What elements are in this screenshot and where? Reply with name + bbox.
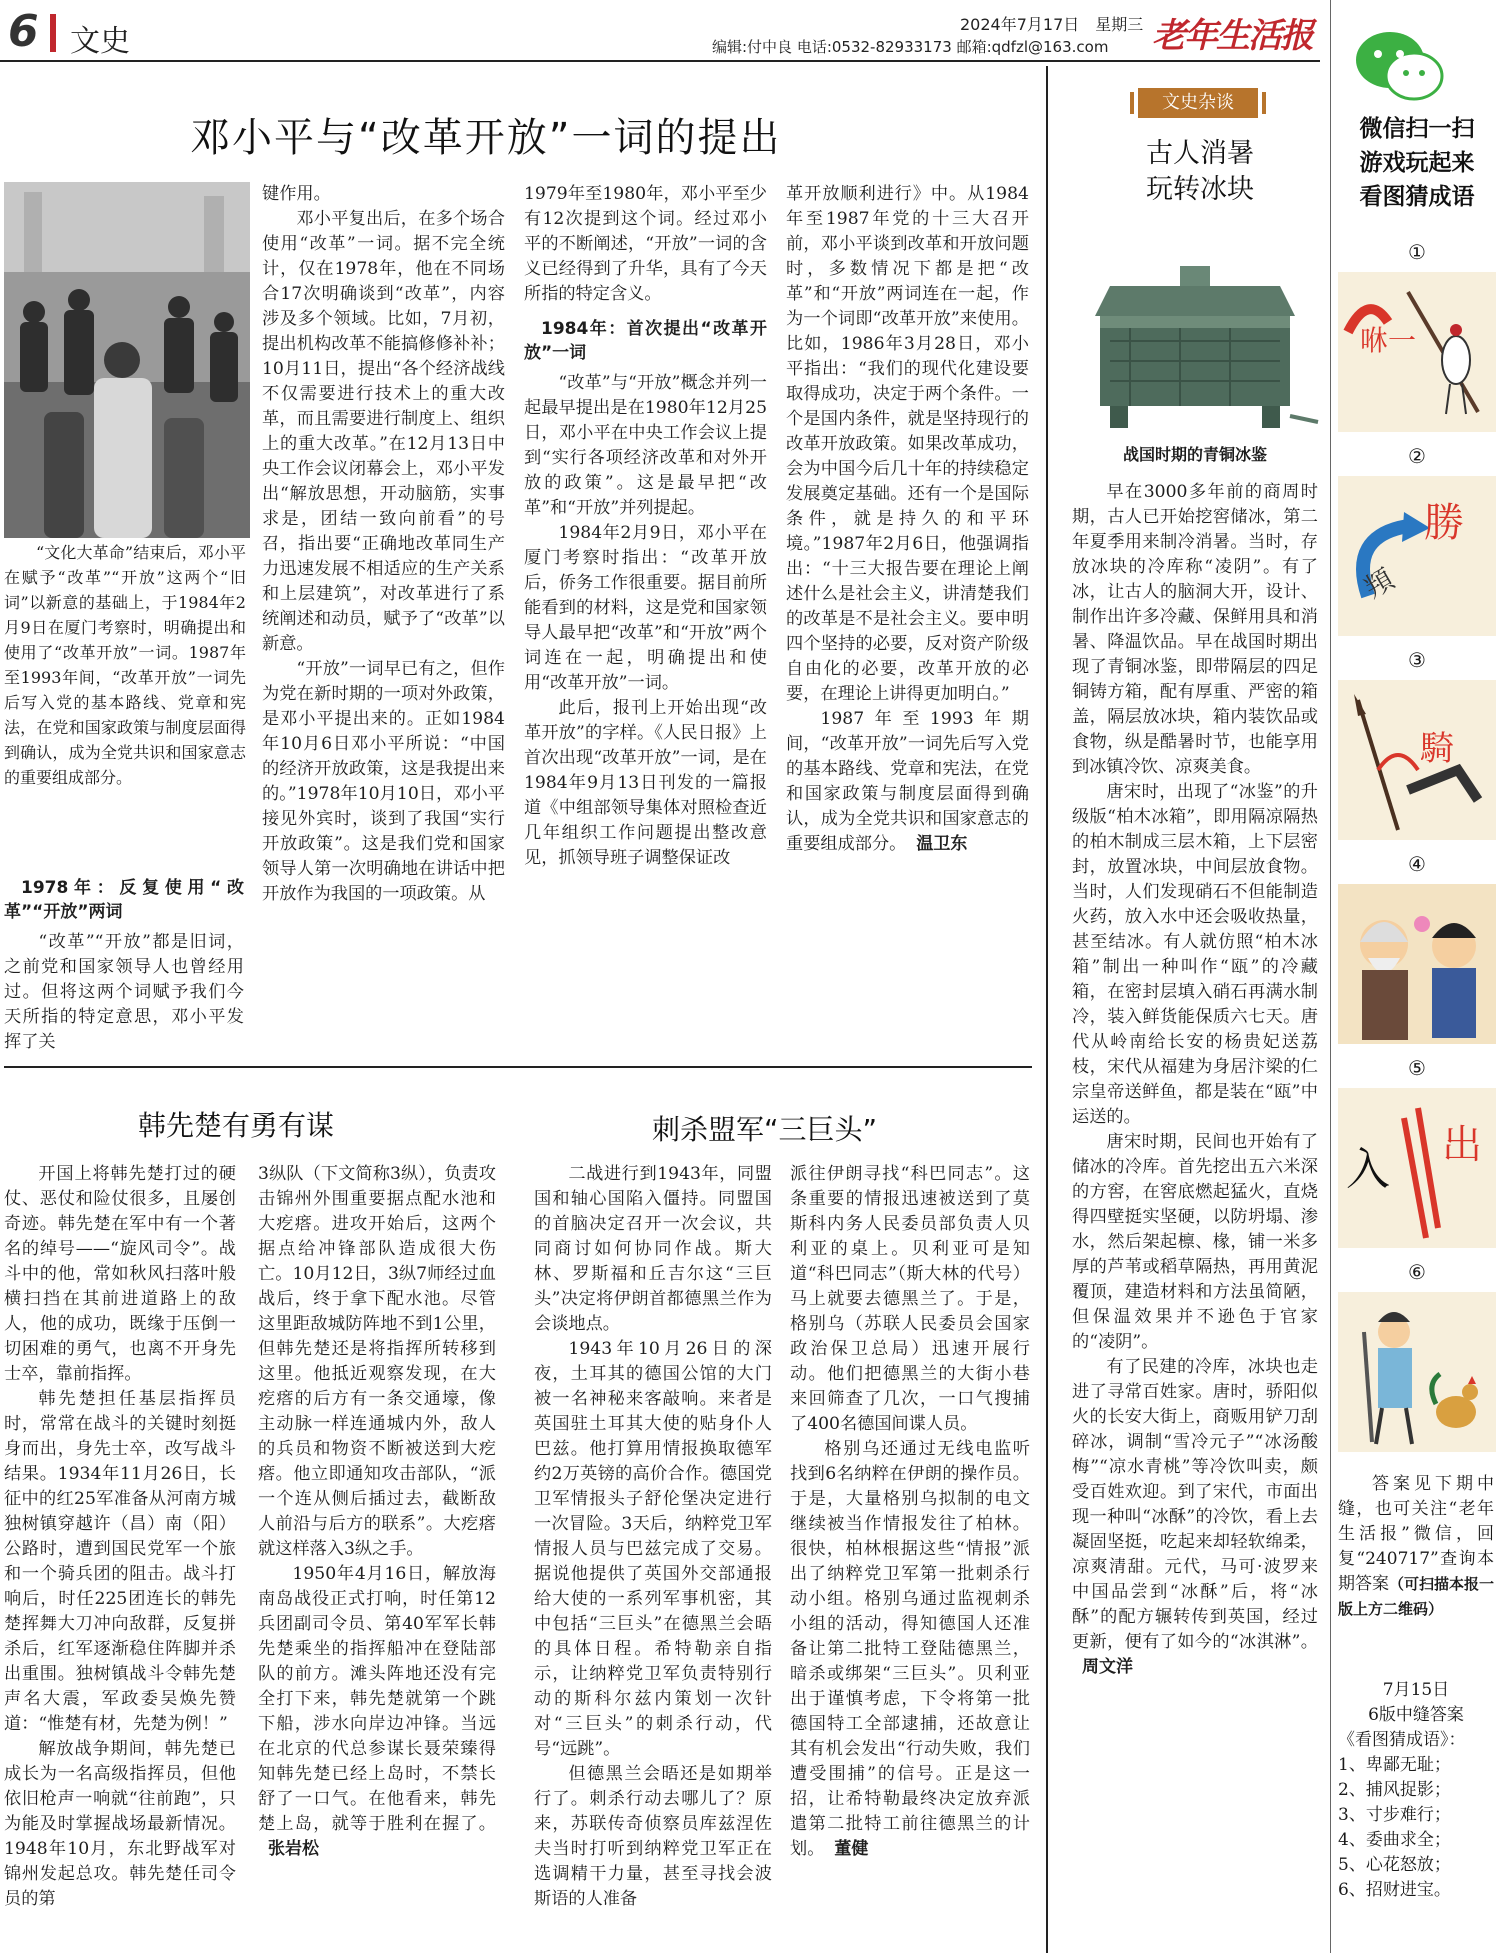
puzzle-1 [1338, 272, 1496, 432]
game-divider [1330, 0, 1331, 1953]
article3-column-1 [534, 1162, 772, 1912]
article1-column-1 [4, 876, 244, 1055]
puzzle-number: ③ [1408, 648, 1426, 672]
paragraph-text: 1950年4月16日，解放海南岛战役正式打响，时任第12兵团副司令员、第40军军长韩先楚乘坐的指挥船冲在登陆部队的前方。滩头阵地还没有完全打下来，韩先楚就第一个跳下船，涉水向岸边冲锋。当远在北京的代总参谋长聂荣臻得知韩先楚已经上岛时，不禁长舒了一口气。在他看来，韩先楚上岛，就等于胜利在握了。 [258, 1564, 496, 1834]
photo-caption [4, 540, 246, 790]
article2-column-1 [4, 1162, 236, 1912]
image-caption: 战国时期的青铜冰鉴 [1122, 445, 1267, 464]
puzzle-number: ⑤ [1408, 1056, 1426, 1080]
subheading-1978: 1978年：反复使用“改革”“开放”两词 [4, 878, 244, 922]
article2-column-2 [258, 1162, 496, 1862]
paragraph: 邓小平复出后，在多个场合使用“改革”一词。据不完全统计，仅在1978年，他在不同场合17次明确谈到“改革”，内容涉及多个领域。比如，7月初，提出机构改革不能搞修修补补；10月11日，提出“各个经济战线不仅需要进行技术上的重大改革，而且需要进行制度上、组织上的重大改革。”在12月13日中央工作会议闭幕会上，邓小平发出“解放思想，开动脑筋，实事求是，团结一致向前看”的号召，指出要“正确地改革同生产力迅速发展不相适应的生产关系和上层建筑”，对改革进行了系统阐述和动员，赋予了“改革”以新意。 [262, 209, 505, 654]
author-byline: 温卫东 [916, 834, 968, 854]
issue-date: 2024年7月17日 星期三 [960, 15, 1144, 34]
answer-note [1338, 1472, 1494, 1622]
paragraph [786, 707, 1029, 857]
puzzle-2-text: 勝 [1424, 500, 1464, 546]
article1-column-3 [524, 182, 767, 871]
previous-answer-item: 3、寸步难行； [1338, 1805, 1451, 1825]
paragraph: 但德黑兰会晤还是如期举行了。刺杀行动去哪儿了？原来，苏联传奇侦察员库兹涅佐夫当时打听到纳粹党卫军正在选调精干力量，甚至寻找会波斯语的人准备 [534, 1764, 772, 1909]
puzzle-number: ⑥ [1408, 1260, 1426, 1284]
article-title-han: 韩先楚有勇有谋 [138, 1109, 335, 1142]
paragraph: “开放”一词早已有之，但作为党在新时期的一项对外政策，是邓小平提出来的。正如1984年10月6日邓小平所说：“中国的经济开放政策，这是我提出来的。”1978年10月10日，邓小平接见外宾时，谈到了我国“实行开放政策”。这是我们党和国家领导人第一次明确地在讲话中把开放作为我国的一项政策。从 [262, 659, 505, 904]
puzzle-number: ② [1408, 444, 1426, 468]
caption-text: “文化大革命”结束后，邓小平在赋予“改革”“开放”这两个“旧词”以新意的基础上，于1984年2月9日在厦门考察时，明确提出和使用了“改革开放”一词。1987年至1993年间，“改革开放”一词先后写入党的基本路线、党章和宪法，在党和国家政策与制度层面得到确认，成为全党共识和国家意志的重要组成部分。 [4, 543, 246, 787]
subheading-1984: 1984年：首次提出“改革开放”一词 [524, 319, 767, 363]
page-divider-bar [50, 14, 56, 52]
page-header [0, 0, 1320, 62]
title-line: 游戏玩起来 [1359, 150, 1475, 176]
title-line: 古人消暑 [1146, 138, 1254, 169]
title-line: 看图猜成语 [1359, 184, 1475, 210]
author-byline: 董健 [834, 1839, 869, 1859]
puzzle-5 [1338, 1088, 1496, 1248]
puzzle-2-text-2: 頖 [1358, 562, 1400, 605]
article-title-deng: 邓小平与“改革开放”一词的提出 [190, 115, 782, 161]
article4-column [1072, 480, 1318, 1680]
puzzle-3 [1338, 680, 1496, 840]
answer-hint: （可扫描本报一版上方二维码） [1338, 1575, 1495, 1618]
paragraph: 此后，报刊上开始出现“改革开放”的字样。《人民日报》上首次出现“改革开放”一词，是在1984年9月13日刊发的一篇报道《中组部领导集体对照检查近几年组织工作问题提出整改意见，抓领导班子调整保证改 [524, 698, 767, 868]
editor-info: 编辑:付中良 电话:0532-82933173 邮箱:qdfzl@163.com [712, 38, 1109, 56]
previous-answer-item: 2、捕风捉影； [1338, 1780, 1451, 1800]
idiom-game-panel [1334, 0, 1500, 1953]
author-byline: 张岩松 [268, 1839, 319, 1859]
article-title-ice [1090, 136, 1310, 208]
photo-deng-xiaoping [4, 182, 250, 538]
paragraph: 早在3000多年前的商周时期，古人已开始挖窖储冰，第二年夏季用来制冷消暑。当时，存放冰块的冷库称“凌阴”。有了冰，让古人的脑洞大开，设计、制作出许多冷藏、保鲜用具和消暑、降温饮品。早在战国时期出现了青铜冰鉴，即带隔层的四足铜铸方箱，配有厚重、严密的箱盖，隔层放冰块，箱内装饮品或食物，纵是酷暑时节，也能享用到冰镇冷饮、凉爽美食。 [1072, 482, 1318, 777]
paragraph: 3纵队（下文简称3纵），负责攻击锦州外围重要据点配水池和大疙瘩。进攻开始后，这两个据点给冲锋部队造成很大伤亡。10月12日，3纵7师经过血战后，终于拿下配水池。尽管这里距敌城防阵地不到1公里，但韩先楚还是将指挥所转移到这里。他抵近观察发现，在大疙瘩的后方有一条交通壕，像主动脉一样连通城内外，敌人的兵员和物资不断被送到大疙瘩。他立即通知攻击部队，“派一个连从侧后插过去，截断敌人前沿与后方的联系”。大疙瘩就这样落入3纵之手。 [258, 1164, 496, 1559]
paragraph: “改革”与“开放”概念并列一起最早提出是在1980年12月25日，邓小平在中央工作会议上提到“实行各项经济改革和对外开放的政策”。这是最早把“改革”和“开放”并列提起。 [524, 373, 767, 518]
previous-answers [1338, 1678, 1494, 1903]
paragraph-text: 1987年至1993年期间，“改革开放”一词先后写入党的基本路线、党章和宪法，在党和国家政策与制度层面得到确认，成为全党共识和国家意志的重要组成部分。 [786, 709, 1029, 854]
previous-answer-item: 5、心花怒放； [1338, 1855, 1451, 1875]
paragraph: 1984年2月9日，邓小平在厦门考察时指出：“改革开放后，侨务工作很重要。据目前所能看到的材料，这是党和国家领导人最早把“改革”和“开放”两个词连在一起，明确提出和使用“改革开放”一词。 [524, 523, 767, 693]
paragraph: 1943年10月26日的深夜，土耳其的德国公馆的大门被一名神秘来客敲响。来者是英国驻土耳其大使的贴身仆人巴兹。他打算用情报换取德军约2万英镑的高价合作。德国党卫军情报头子舒伦堡决定进行一次冒险。3天后，纳粹党卫军情报人员与巴兹完成了交易。据说他提供了英国外交部通报给大使的一系列军事机密，其中包括“三巨头”在德黑兰会晤的具体日程。希特勒亲自指示，让纳粹党卫军负责特别行动的斯科尔兹内策划一次针对“三巨头”的刺杀行动，代号“远跳”。 [534, 1339, 772, 1759]
answer-text: 答案见下期中缝，也可关注“老年生活报”微信，回复“240717”查询本期答案 [1338, 1474, 1494, 1594]
author-byline: 周文洋 [1082, 1657, 1133, 1677]
previous-answer-item: 4、委曲求全； [1338, 1830, 1451, 1850]
puzzle-number: ④ [1408, 852, 1426, 876]
title-line: 微信扫一扫 [1359, 116, 1475, 142]
article-title-assassination: 刺杀盟军“三巨头” [652, 1113, 878, 1146]
paragraph: 开国上将韩先楚打过的硬仗、恶仗和险仗很多，且屡创奇迹。韩先楚在军中有一个著名的绰号——“旋风司令”。战斗中的他，常如秋风扫落叶般横扫挡在其前进道路上的敌人，他的成功，既缘于压倒一切困难的勇气，也离不开身先士卒，靠前指挥。 [4, 1164, 236, 1384]
section-name: 文史 [70, 24, 130, 59]
paragraph: “改革”“开放”都是旧词，之前党和国家领导人也曾经用过。但将这两个词赋予我们今天所指的特定意思，邓小平发挥了关 [4, 932, 244, 1052]
paragraph: 革开放顺利进行》中。从1984年至1987年党的十三大召开前，邓小平谈到改革和开放问题时，多数情况下都是把“改革”和“开放”两词连在一起，作为一个词即“改革开放”来使用。比如，1986年3月28日，邓小平指出：“我们的现代化建设要取得成功，决定于两个条件。一个是国内条件，就是坚持现行的改革开放政策。如果改革成功，会为中国今后几十年的持续稳定发展奠定基础。还有一个是国际条件，就是持久的和平环境。”1987年2月6日，他强调指出：“十三大报告要在理论上阐述什么是社会主义，讲清楚我们的改革是不是社会主义。要申明四个坚持的必要，反对资产阶级自由化的必要，改革开放的必要，在理论上讲得更加明白。” [786, 184, 1029, 704]
puzzle-4 [1338, 884, 1496, 1044]
column-divider [1046, 66, 1048, 1953]
masthead-logo: 老年生活报 [1152, 16, 1312, 56]
paragraph-text: 有了民建的冷库，冰块也走进了寻常百姓家。唐时，骄阳似火的长安大街上，商贩用铲刀刮碎冰，调制“雪冷元子”“冰汤酸梅”“凉水青桃”等冷饮叫卖，颇受百姓欢迎。到了宋代，市面出现一种叫“冰酥”的冷饮，看上去凝固坚挺，吃起来却轻软绵柔，凉爽清甜。元代，马可·波罗来中国品尝到“冰酥”后，将“冰酥”的配方辗转传到英国，经过更新，便有了如今的“冰淇淋”。 [1072, 1357, 1318, 1652]
wechat-icon [1352, 26, 1448, 106]
previous-game-name: 《看图猜成语》： [1338, 1730, 1466, 1750]
paragraph: 二战进行到1943年，同盟国和轴心国陷入僵持。同盟国的首脑决定召开一次会议，共同商讨如何协同作战。斯大林、罗斯福和丘吉尔这“三巨头”决定将伊朗首都德黑兰作为会谈地点。 [534, 1164, 772, 1334]
bronze-ice-jian-image [1070, 246, 1320, 436]
paragraph: 键作用。 [262, 184, 331, 204]
puzzle-5-right: 出 [1442, 1122, 1482, 1168]
article1-column-2 [262, 182, 505, 907]
title-line: 玩转冰块 [1146, 174, 1254, 205]
puzzle-1-text: 咻一 [1360, 324, 1417, 357]
previous-answer-item: 1、卑鄙无耻； [1338, 1755, 1451, 1775]
paragraph: 解放战争期间，韩先楚已成长为一名高级指挥员，但他依旧枪声一响就“往前跑”，只为能及时掌握战场最新情况。1948年10月，东北野战军对锦州发起总攻。韩先楚任司令员的第 [4, 1739, 236, 1909]
paragraph: 1979年至1980年，邓小平至少有12次提到这个词。经过邓小平的不断阐述，“开放”一词的含义已经得到了升华，具有了今天所指的特定含义。 [524, 184, 767, 304]
puzzle-3-text: 騎 [1420, 729, 1454, 769]
paragraph: 派往伊朗寻找“科巴同志”。这条重要的情报迅速被送到了莫斯科内务人民委员部负责人贝利亚的桌上。贝利亚可是知道“科巴同志”（斯大林的代号）马上就要去德黑兰了。于是，格别乌（苏联人民委员会国家政治保卫总局）迅速开展行动。他们把德黑兰的大街小巷来回筛查了几次，一口气搜捕了400名德国间谍人员。 [790, 1164, 1030, 1434]
paragraph: 韩先楚担任基层指挥员时，常常在战斗的关键时刻挺身而出，身先士卒，改写战斗结果。1934年11月26日，长征中的红25军准备从河南方城独树镇穿越许（昌）南（阳）公路时，遭到国民党军一个旅和一个骑兵团的阻击。战斗打响后，时任225团连长的韩先楚挥舞大刀冲向敌群，反复拼杀后，红军逐渐稳住阵脚并杀出重围。独树镇战斗令韩先楚声名大震，军政委吴焕先赞道：“惟楚有材，先楚为例！” [4, 1389, 236, 1734]
puzzle-6 [1338, 1292, 1496, 1452]
horizontal-divider [4, 1066, 1032, 1068]
previous-subtitle: 6版中缝答案 [1368, 1705, 1464, 1725]
game-title [1334, 112, 1500, 214]
article1-column-4 [786, 182, 1029, 857]
paragraph: 唐宋时期，民间也开始有了储冰的冷库。首先挖出五六米深的方窖，在窖底燃起猛火，直烧得四壁挺实坚硬，以防坍塌、渗水，然后架起檩、椽，铺一米多厚的芦苇或稻草隔热，再用黄泥覆顶，建造材料和方法虽简陋，但保温效果并不逊色于官家的“凌阴”。 [1072, 1132, 1318, 1352]
puzzle-number: ① [1408, 240, 1426, 264]
paragraph: 唐宋时，出现了“冰鉴”的升级版“柏木冰箱”，即用隔凉隔热的柏木制成三层木箱，上下层密封，放置冰块，中间层放食物。当时，人们发现硝石不但能制造火药，放入水中还会吸收热量，甚至结冰。有人就仿照“柏木冰箱”制出一种叫作“瓯”的冷藏箱，在密封层填入硝石再满水制冷，装入鲜货能保质六七天。唐代从岭南给长安的杨贵妃送荔枝，宋代从福建为身居汴梁的仁宗皇帝送鲜鱼，都是装在“瓯”中运送的。 [1072, 782, 1318, 1127]
previous-answer-item: 6、招财进宝。 [1338, 1880, 1451, 1900]
puzzle-5-left: 入 [1346, 1144, 1390, 1195]
puzzle-2 [1338, 476, 1496, 636]
paragraph-text: 格别乌还通过无线电监听找到6名纳粹在伊朗的操作员。于是，大量格别乌拟制的电文继续被当作情报发往了柏林。很快，柏林根据这些“情报”派出了纳粹党卫军第一批刺杀行动小组。格别乌通过监视刺杀小组的活动，得知德国人还准备让第二批特工登陆德黑兰，暗杀或绑架“三巨头”。贝利亚出于谨慎考虑，下令将第一批德国特工全部逮捕，还故意让其有机会发出“行动失败，我们遭受围捕”的信号。正是这一招，让希特勒最终决定放弃派遣第二批特工前往德黑兰的计划。 [790, 1439, 1030, 1859]
page-number: 6 [8, 6, 39, 57]
previous-date: 7月15日 [1382, 1680, 1450, 1700]
article3-column-2 [790, 1162, 1030, 1862]
column-tag: 文史杂谈 [1138, 88, 1258, 118]
